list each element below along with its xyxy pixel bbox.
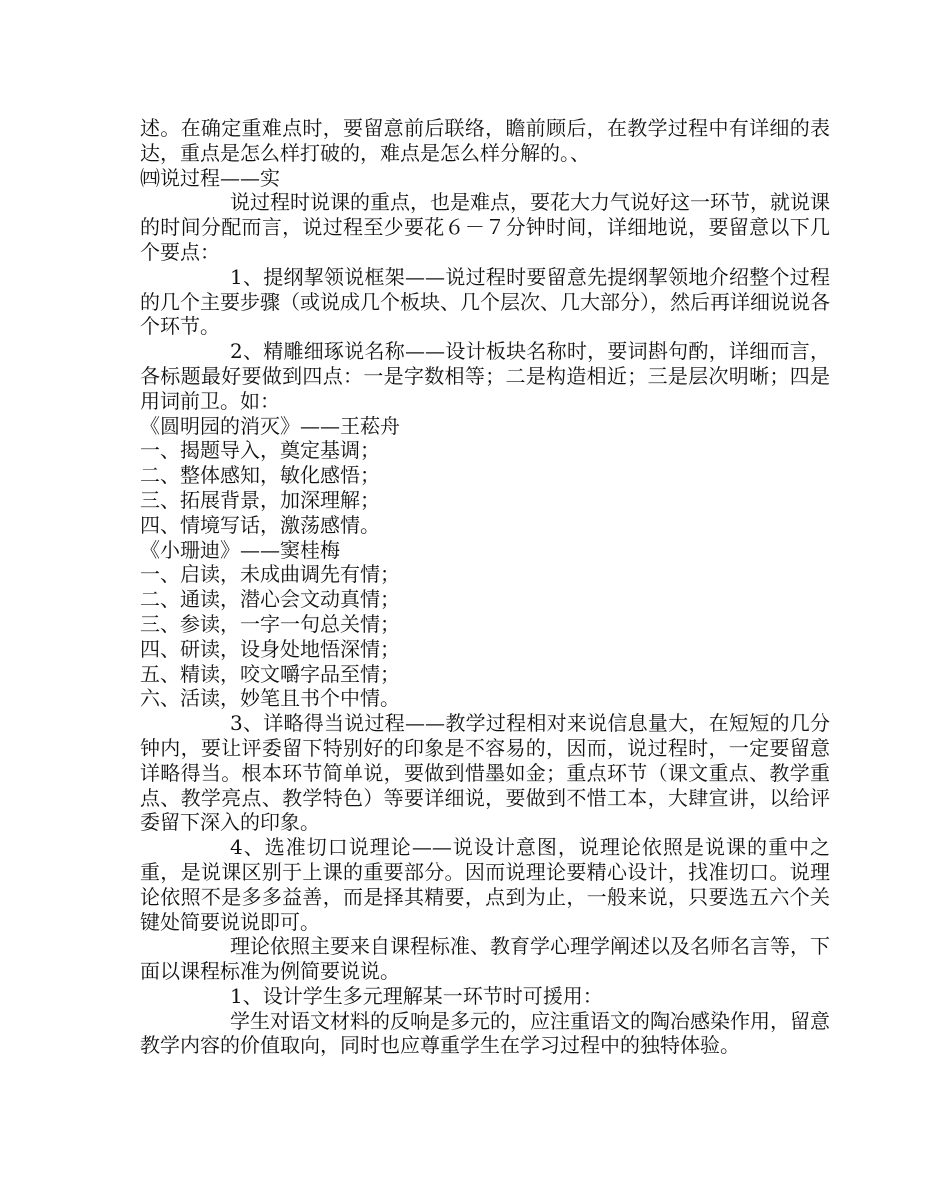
paragraph-process-intro: 说过程时说课的重点，也是难点，要花大力气说好这一环节，就说课的时间分配而言，说过程至少要花６－７分钟时间，详细地说，要留意以下几个要点： <box>140 190 830 264</box>
example-2-step: 三、参读，一字一句总关情； <box>140 611 400 636</box>
paragraph-point-2: 2、精雕细琢说名称——设计板块名称时，要词斟句酌，详细而言，各标题最好要做到四点：一是字数相等；二是构造相近；三是层次明晰；四是用词前卫。如： <box>140 339 830 413</box>
example-2-step: 六、活读，妙笔且书个中情。 <box>140 686 400 711</box>
document-body <box>140 116 830 1058</box>
paragraph-continuation: 述。在确定重难点时，要留意前后联络，瞻前顾后，在教学过程中有详细的表达，重点是怎么样打破的，难点是怎么样分解的。、 <box>140 116 830 165</box>
example-1-step: 四、情境写话，激荡感情。 <box>140 512 380 537</box>
example-title-1: 《圆明园的消灭》——王菘舟 <box>140 413 400 438</box>
example-2-step: 四、研读，设身处地悟深情； <box>140 636 400 661</box>
paragraph-point-1: 1、提纲挈领说框架——说过程时要留意先提纲挈领地介绍整个过程的几个主要步骤（或说成几个板块、几个层次、几大部分），然后再详细说说各个环节。 <box>140 264 830 339</box>
example-2-step: 二、通读，潜心会文动真情； <box>140 587 400 612</box>
example-title-2: 《小珊迪》——窦桂梅 <box>140 537 340 562</box>
paragraph-theory-sources: 理论依照主要来自课程标准、教育学心理学阐述以及名师名言等，下面以课程标准为例简要说说。 <box>140 934 830 984</box>
example-1-step: 二、整体感知，敏化感悟； <box>140 463 380 488</box>
paragraph-theory-item-1: 1、设计学生多元理解某一环节时可援用： <box>230 983 603 1008</box>
example-1-step: 一、揭题导入，奠定基调； <box>140 438 380 463</box>
example-1-step: 三、拓展背景，加深理解； <box>140 487 380 512</box>
section-heading-process: ㈣说过程——实 <box>140 165 280 190</box>
paragraph-point-3: 3、详略得当说过程——教学过程相对来说信息量大，在短短的几分钟内，要让评委留下特别好的印象是不容易的，因而，说过程时，一定要留意详略得当。根本环节简单说，要做到惜墨如金；重点环节（课文重点、教学重点、教学亮点、教学特色）等要详细说，要做到不惜工本，大肆宣讲，以给评委留下深入的印象。 <box>140 711 830 835</box>
example-2-step: 五、精读，咬文嚼字品至情； <box>140 661 400 686</box>
paragraph-theory-quote: 学生对语文材料的反响是多元的，应注重语文的陶冶感染作用，留意教学内容的价值取向，同时也应尊重学生在学习过程中的独特体验。 <box>140 1008 830 1058</box>
paragraph-point-4: 4、选准切口说理论——说设计意图，说理论依照是说课的重中之重，是说课区别于上课的重要部分。因而说理论要精心设计，找准切口。说理论依照不是多多益善，而是择其精要，点到为止，一般来说，只要选五六个关键处简要说说即可。 <box>140 835 830 934</box>
example-2-step: 一、启读，未成曲调先有情； <box>140 562 400 587</box>
